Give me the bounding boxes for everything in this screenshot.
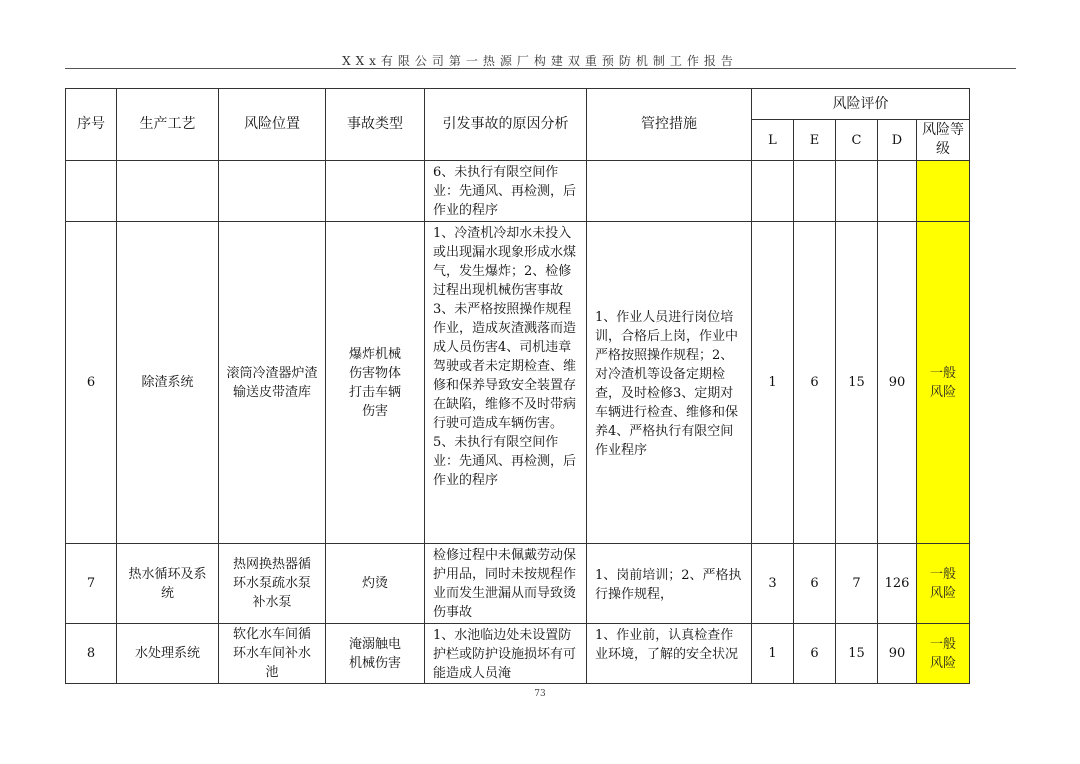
col-header-accident-type: 事故类型 [326,89,425,161]
cell-level [917,161,970,222]
cell-L: 3 [752,544,794,624]
col-header-process: 生产工艺 [117,89,219,161]
table-row [66,222,970,544]
cell-E [794,161,836,222]
page-header: XXx有限公司第一热源厂构建双重预防机制工作报告 [342,54,738,68]
cell-process: 除渣系统 [117,222,219,544]
col-header-level: 风险等级 [917,120,970,161]
cell-no [66,161,117,222]
cell-measures: 1、作业前，认真检查作业环境，了解的安全状况 [587,624,752,684]
cell-level: 一般风险 [917,544,970,624]
cell-L: 1 [752,624,794,684]
cell-C: 15 [836,624,878,684]
cell-D [878,161,917,222]
cell-measures [587,161,752,222]
cell-measures: 1、岗前培训；2、严格执行操作规程， [587,544,752,624]
cell-no: 6 [66,222,117,544]
cell-process: 水处理系统 [117,624,219,684]
cell-C: 7 [836,544,878,624]
cell-D: 90 [878,624,917,684]
cell-accident-type: 爆炸机械伤害物体打击车辆伤害 [326,222,425,544]
col-header-D: D [878,120,917,161]
col-header-evaluation: 风险评价 [752,89,970,120]
cell-no: 7 [66,544,117,624]
table-row [66,544,970,624]
col-header-C: C [836,120,878,161]
cell-D: 90 [878,222,917,544]
cell-location: 软化水车间循环水车间补水池 [219,624,326,684]
cell-L [752,161,794,222]
cell-cause: 1、冷渣机冷却水未投入或出现漏水现象形成水煤气，发生爆炸；2、检修过程出现机械伤害事故3、未严格按照操作规程作业，造成灰渣溅落而造成人员伤害4、司机违章驾驶或者未定期检查、维修和保养导致安全装置存在缺陷，维修不及时带病行驶可造成车辆伤害。5、未执行有限空间作业：先通风、再检测，后作业的程序 [425,222,587,544]
page-number: 73 [534,689,546,699]
cell-E: 6 [794,624,836,684]
cell-cause: 检修过程中未佩戴劳动保护用品，同时未按规程作业而发生泄漏从而导致烫伤事故 [425,544,587,624]
cell-process [117,161,219,222]
cell-level: 一般风险 [917,222,970,544]
col-header-measures: 管控措施 [587,89,752,161]
cell-accident-type: 灼烫 [326,544,425,624]
cell-E: 6 [794,544,836,624]
col-header-L: L [752,120,794,161]
cell-accident-type: 淹溺触电机械伤害 [326,624,425,684]
col-header-location: 风险位置 [219,89,326,161]
col-header-no: 序号 [66,89,117,161]
cell-level: 一般风险 [917,624,970,684]
cell-E: 6 [794,222,836,544]
cell-C [836,161,878,222]
cell-cause: 1、水池临边处未设置防护栏或防护设施损坏有可能造成人员淹 [425,624,587,684]
col-header-E: E [794,120,836,161]
cell-no: 8 [66,624,117,684]
cell-location: 滚筒冷渣器炉渣输送皮带渣库 [219,222,326,544]
cell-measures: 1、作业人员进行岗位培训，合格后上岗，作业中严格按照操作规程；2、对冷渣机等设备定期检查，及时检修3、定期对车辆进行检查、维修和保养4、严格执行有限空间作业程序 [587,222,752,544]
cell-process: 热水循环及系统 [117,544,219,624]
cell-accident-type [326,161,425,222]
cell-cause: 6、未执行有限空间作业：先通风、再检测，后作业的程序 [425,161,587,222]
table-header-row [66,89,970,120]
cell-C: 15 [836,222,878,544]
table-row [66,161,970,222]
risk-table [65,88,970,684]
cell-location [219,161,326,222]
table-row [66,624,970,684]
header-rule [65,68,1016,69]
col-header-cause: 引发事故的原因分析 [425,89,587,161]
cell-L: 1 [752,222,794,544]
cell-location: 热网换热器循环水泵疏水泵补水泵 [219,544,326,624]
cell-D: 126 [878,544,917,624]
